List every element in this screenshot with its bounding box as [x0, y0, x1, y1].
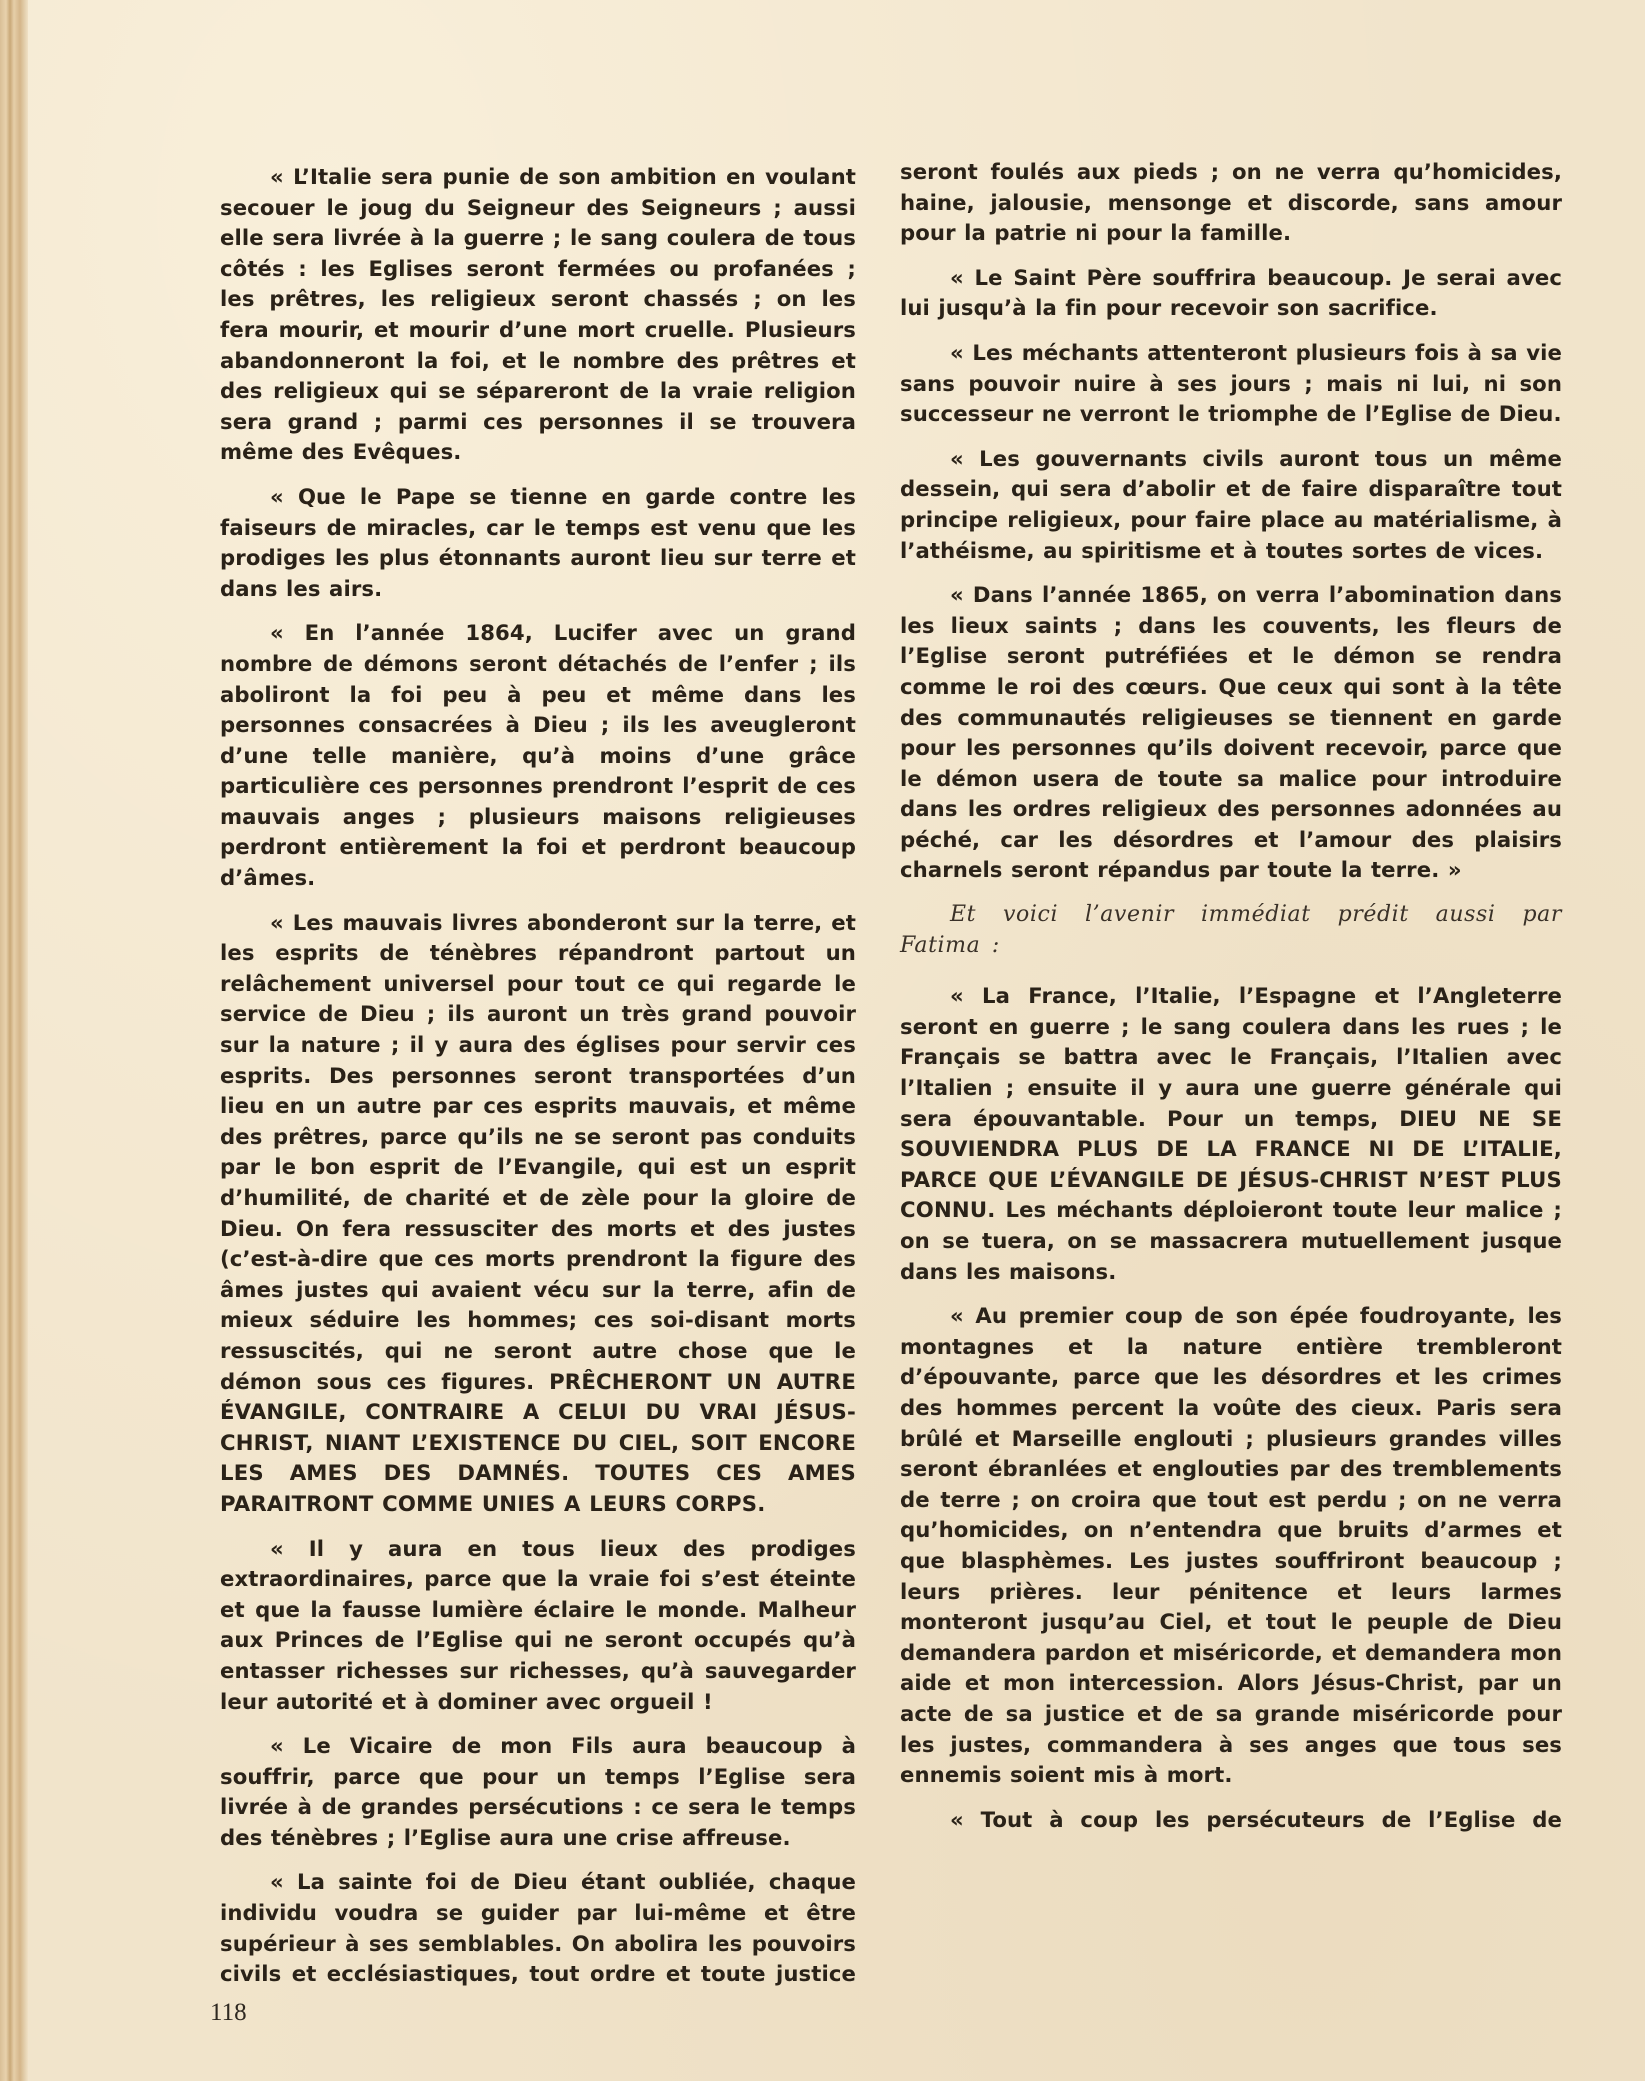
paragraph-civil-governors: « Les gouvernants civils auront tous un même dessein, qui sera d’abolir et de faire disparaître tout principe religieux, pour faire place au matérialisme, à l’athéisme, au spiritisme et à toutes sortes de vices.	[900, 445, 1562, 563]
paragraph-persecutors: « Tout à coup les persécuteurs de l’Eglise de	[950, 1806, 1562, 1832]
page-number: 118	[210, 1999, 247, 2026]
paragraph-pope-miracles: « Que le Pape se tienne en garde contre les faiseurs de miracles, car le temps est venu que les prodiges les plus étonnants auront lieu sur terre et dans les airs.	[220, 483, 856, 601]
right-text-column	[900, 157, 1562, 1849]
book-spine-edge	[0, 0, 28, 2081]
paragraph-bad-books-text: « Les mauvais livres abonderont sur la terre, et les esprits de ténèbres répandront partout un relâchement universel pour tout ce qui regarde le service de Dieu ; ils auront un très grand pouvoir sur la nature ; il y aura des églises pour servir ces esprits. Des personnes seront transportées d’un lieu en un autre par ces esprits mauvais, et même des prêtres, parce qu’ils ne se seront pas conduits par le bon esprit de l’Evangile, qui est un esprit d’humilité, de charité et de zèle pour la gloire de Dieu. On fera ressusciter des morts et des justes (c’est-à-dire que ces morts prendront la figure des âmes justes qui avaient vécu sur la terre, afin de mieux séduire les hommes; ces soi-disant morts ressuscités, qui ne seront autre chose que le démon sous ces figures.	[220, 909, 856, 1394]
paragraph-france-war-text-after: Les méchants déploieront toute leur malice ; on se tuera, on se massacrera mutuellement jusque dans les maisons.	[900, 1197, 1562, 1284]
left-text-column	[220, 162, 856, 2004]
paragraph-continuation: seront foulés aux pieds ; on ne verra qu’homicides, haine, jalousie, mensonge et discorde, sans amour pour la patrie ni pour la famille.	[900, 159, 1562, 246]
paragraph-first-strike: « Au premier coup de son épée foudroyante, les montagnes et la nature entière trembleront d’épouvante, parce que les désordres et les crimes des hommes percent la voûte des cieux. Paris sera brûlé et Marseille englouti ; plusieurs grandes villes seront ébranlées et englouties par des tremblements de terre ; on croira que tout est perdu ; on ne verra qu’homicides, on n’entendra que bruits d’armes et que blasphèmes. Les justes souffriront beaucoup ; leurs prières. leur pénitence et leurs larmes monteront jusqu’au Ciel, et tout le peuple de Dieu demandera pardon et miséricorde, et demandera mon aide et mon intercession. Alors Jésus-Christ, par un acte de sa justice et de sa grande miséricorde pour les justes, commandera à ses anges que tous ses ennemis soient mis à mort.	[900, 1303, 1562, 1788]
paragraph-italy-punished: « L’Italie sera punie de son ambition en voulant secouer le joug du Seigneur des Seigneurs ; aussi elle sera livrée à la guerre ; le sang coulera de tous côtés : les Eglises seront fermées ou profanées ; les prêtres, les religieux seront chassés ; on les fera mourir, et mourir d’une mort cruelle. Plusieurs abandonneront la foi, et le nombre des prêtres et des religieux qui se sépareront de la vraie religion sera grand ; parmi ces personnes il se trouvera même des Evêques.	[220, 164, 856, 465]
paragraph-france-war	[900, 981, 1562, 1287]
paragraph-prodigies: « Il y aura en tous lieux des prodiges extraordinaires, parce que la vraie foi s’est éteinte et que la fausse lumière éclaire le monde. Malheur aux Princes de l’Eglise qui ne seront occupés qu’à entasser richesses sur richesses, qu’à sauvegarder leur autorité et à dominer avec orgueil !	[220, 1535, 856, 1714]
fatima-intro: Et voici l’avenir immédiat prédit aussi par Fatima :	[900, 902, 1562, 958]
paragraph-france-war-emphasis: DIEU NE SE SOUVIENDRA PLUS DE LA FRANCE NI DE L’ITALIE, PARCE QUE L’ÉVANGILE DE JÉSUS-CHRIST N’EST PLUS CONNU.	[900, 1105, 1562, 1223]
paragraph-year-1865: « Dans l’année 1865, on verra l’abomination dans les lieux saints ; dans les couvents, les fleurs de l’Eglise seront putréfiées et le démon se rendra comme le roi des cœurs. Que ceux qui sont à la tête des communautés religieuses se tiennent en garde pour les personnes qu’ils doivent recevoir, parce que le démon usera de toute sa malice pour introduire dans les ordres religieux des personnes adonnées au péché, car les désordres et l’amour des plaisirs charnels seront répandus par toute la terre. »	[900, 582, 1562, 883]
paragraph-holy-faith: « La sainte foi de Dieu étant oubliée, chaque individu voudra se guider par lui-même et être supérieur à ses semblables. On abolira les pouvoirs civils et ecclésiastiques, tout ordre et toute justice	[220, 1869, 856, 1987]
paragraph-vicar: « Le Vicaire de mon Fils aura beaucoup à souffrir, parce que pour un temps l’Eglise sera livrée à de grandes persécutions : ce sera le temps des ténèbres ; l’Eglise aura une crise affreuse.	[220, 1733, 856, 1850]
paragraph-lucifer-1864: « En l’année 1864, Lucifer avec un grand nombre de démons seront détachés de l’enfer ; ils aboliront la foi peu à peu et même dans les personnes consacrées à Dieu ; ils les aveugleront d’une telle manière, qu’à moins d’une grâce particulière ces personnes prendront l’esprit de ces mauvais anges ; plusieurs maisons religieuses perdront entièrement la foi et perdront beaucoup d’âmes.	[220, 620, 856, 891]
paragraph-holy-father: « Le Saint Père souffrira beaucoup. Je serai avec lui jusqu’à la fin pour recevoir son sacrifice.	[900, 264, 1562, 321]
paragraph-france-war-text: « La France, l’Italie, l’Espagne et l’Angleterre seront en guerre ; le sang coulera dans les rues ; le Français se battra avec le Français, l’Italien avec l’Italien ; ensuite il y aura une guerre générale qui sera épouvantable. Pour un temps,	[900, 983, 1562, 1131]
paragraph-wicked-attempts: « Les méchants attenteront plusieurs fois à sa vie sans pouvoir nuire à ses jours ; mais ni lui, ni son successeur ne verront le triomphe de l’Eglise de Dieu.	[900, 339, 1562, 427]
paragraph-bad-books	[220, 908, 856, 1520]
paragraph-bad-books-emphasis: PRÊCHERONT UN AUTRE ÉVANGILE, CONTRAIRE A CELUI DU VRAI JÉSUS-CHRIST, NIANT L’EXISTENCE DU CIEL, SOIT ENCORE LES AMES DES DAMNÉS. TOUTES CES AMES PARAITRONT COMME UNIES A LEURS CORPS.	[220, 1368, 856, 1516]
